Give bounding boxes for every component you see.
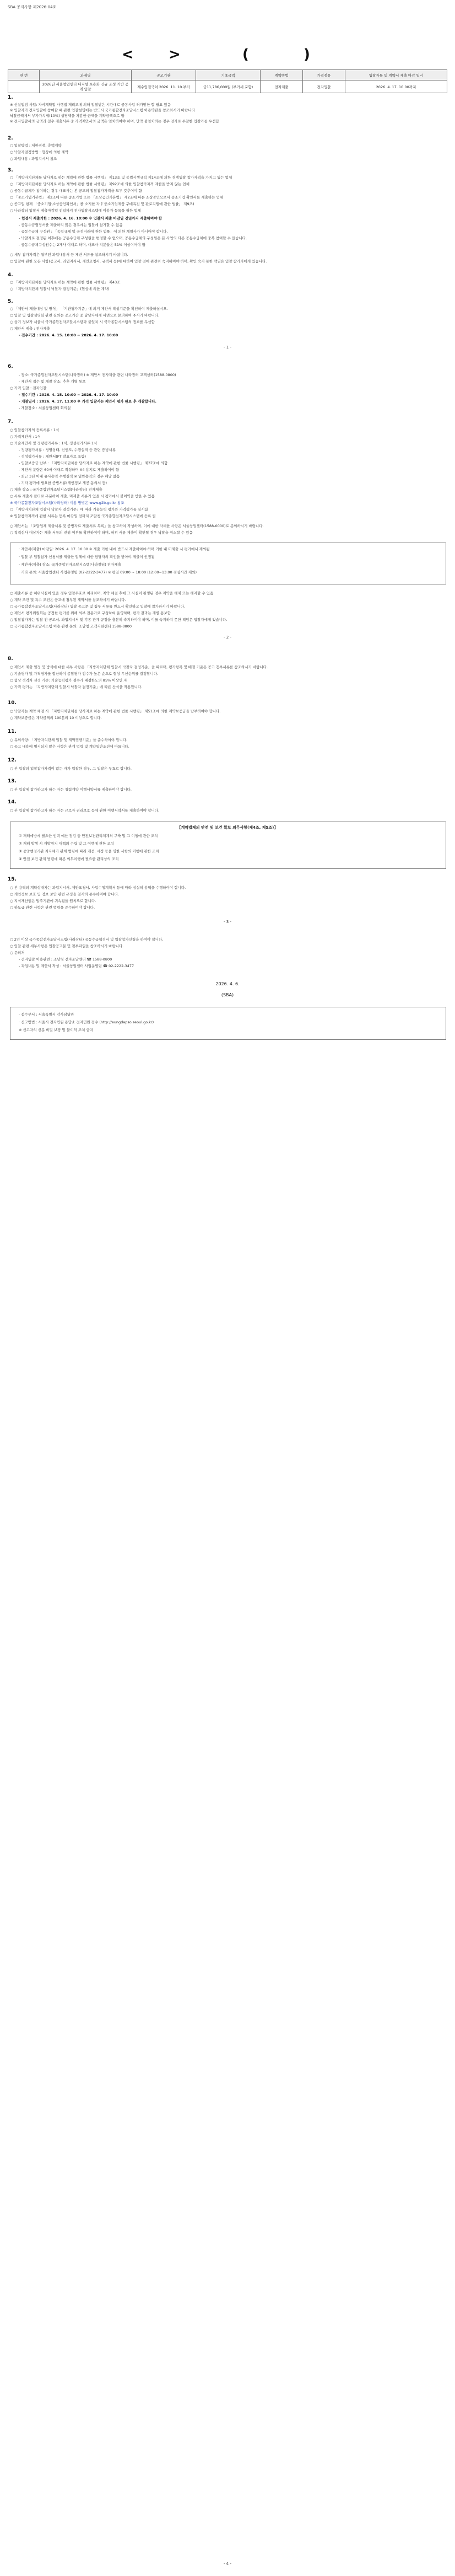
title-paren-open: ( bbox=[242, 46, 249, 63]
section-heading: 12. bbox=[8, 758, 17, 763]
body-line: ○ 지식재산권은 발주기관에 귀속됨을 원칙으로 합니다. bbox=[10, 899, 96, 903]
box-line: · 접수부서 : 서울특별시 감사담당관 bbox=[19, 1012, 74, 1017]
body-line: - 과업내용 및 제안서 작성 : 서울창업센터 사업운영팀 ☎ 02-2222-3477 bbox=[19, 964, 134, 968]
body-line: ○ 공고 내용에 명시되지 않은 사항은 관계 법령 및 계약일반조건에 따릅니다. bbox=[10, 744, 129, 749]
body-line: ○ 유의사항: 「지방자치단체 입찰 및 계약집행기준」을 준수하여야 합니다. bbox=[10, 738, 128, 742]
body-line: ○ 과업내용 : 과업지시서 참조 bbox=[10, 157, 57, 161]
box-line: ① 재해예방에 필요한 인력 예산 점검 등 안전보건관리체계의 구축 및 그 이행에 관한 조치 bbox=[19, 834, 158, 838]
body-line: ○ 낙찰자는 계약 체결 시 「지방자치단체를 당사자로 하는 계약에 관한 법률 시행령」 제51조에 의한 계약보증금을 납부하여야 합니다. bbox=[10, 709, 221, 713]
section-heading: 14. bbox=[8, 799, 17, 805]
body-line: ※ 전자입찰서의 금액과 첨수 제출서류 중 가격제안서의 금액은 일치하여야 하며, 만약 불일치하는 경우 전자로 투찰한 입찰가를 우선함 bbox=[10, 119, 219, 124]
body-line: - 최근 3년 이내 유사용역 수행실적 ※ 일반용역의 경우 해당 없음 bbox=[19, 474, 120, 479]
body-line: ○ 「지방자치단체 입찰시 낙찰자 결정기준」에 따라 기술능력 평가와 가격평가를 실시함 bbox=[10, 507, 148, 512]
table-cell: 2026. 4. 17. 10:00까지 bbox=[345, 80, 447, 93]
body-line: ○ 제안서는 「조달업체 제출서류 및 증빙자료 제출서류 목록」을 참고하여 작성하며, 이에 대한 자세한 사항은 서울창업센터(1588-0000)로 문의하시기 바랍니다. bbox=[10, 524, 264, 528]
body-line: ○ 본 용역의 계약상대자는 과업지시서, 제안요청서, 사업수행계획서 등에 따라 성실히 용역을 수행하여야 합니다. bbox=[10, 886, 186, 890]
table-cell: 2026년 서울창업센터 디지털 포용화 신규 조성 기반 공개 입찰 bbox=[40, 80, 132, 93]
box-line: · 기타 문의: 서울창업센터 사업운영팀 (02-2222-3477) ※ 평일 09:00 ~ 18:00 (12:00~13:00 점심시간 제외) bbox=[19, 570, 197, 575]
section-heading: 6. bbox=[8, 364, 13, 369]
body-line: ○ 입찰 및 입찰설명회 관련 질의는 공고기간 중 담당자에게 서면으로 문의하여 주시기 바랍니다. bbox=[10, 313, 160, 318]
table-cell: 전자입찰 bbox=[303, 80, 345, 93]
section-heading: 4. bbox=[8, 272, 13, 278]
table-cell: 전자계출 bbox=[261, 80, 303, 93]
body-line: ※ 입찰참가자격에 관한 서류는 등록 마감일 전까지 조달청 국가종합전자조달시스템에 등록 필 bbox=[10, 514, 156, 518]
body-line: ○ 공동수급체가 참여하는 경우 대표사는 본 공고의 입찰참가자격을 모두 갖추어야 함 bbox=[10, 189, 142, 193]
body-line: - 공동수급체구성원수는 2개사 이내로 하며, 대표사 지분율은 51% 이상이어야 함 bbox=[19, 243, 145, 247]
body-line: - 제안서 분량은 60매 이내로 작성하며 A4 용지로 제출하여야 함 bbox=[19, 468, 120, 472]
body-line: ○ 기술평가 및 가격평가를 합산하여 종합평가 점수가 높은 순으로 협상 우선순위를 결정합니다. bbox=[10, 672, 159, 676]
title-paren-close: ) bbox=[304, 46, 310, 63]
body-line: ○ 가격제안서 : 1식 bbox=[10, 434, 41, 439]
body-line: - 기타 평가에 필요한 증빙서류(개인정보 제공 동의서 등) bbox=[19, 481, 107, 485]
body-line: ○ 2인 이상 국가종합전자조달시스템(나라장터) 공동수급협정서 및 입찰참가신청을 하여야 합니다. bbox=[10, 937, 164, 942]
body-line: ○ 입찰에 관한 모든 사항(공고서, 과업지시서, 제안요청서, 규격서 등)에 대하여 입찰 전에 완전히 숙지하여야 하며, 확인 숙지 못한 책임은 입찰 참가자에게 있습니다. bbox=[10, 259, 267, 264]
box-line: ③ 중앙행정기관 지자체가 관계 법령에 따라 개선, 시정 등을 명한 사항의 이행에 관한 조치 bbox=[19, 849, 159, 854]
table-row bbox=[8, 80, 447, 93]
section-heading: 15. bbox=[8, 877, 17, 882]
box-line: · 제안서(제출) 마감일: 2026. 4. 17. 10:00 ※ 제출 기한 내에 반드시 제출하여야 하며 기한 내 미제출 시 평가에서 제외됨 bbox=[19, 547, 210, 551]
table-header-cell: 기초금액 bbox=[196, 70, 261, 80]
body-line: ○ 제출서류 중 허위사실이 있을 경우 입찰무효로 처리하며, 계약 체결 후에 그 사실이 판명된 경우 계약을 해제 또는 해지할 수 있음 bbox=[10, 591, 214, 595]
body-line: ※ 입찰자가 전자입찰에 참여할 때 관련 입찰설명에는 반드시 국가종합전자조달시스템 이용약관을 참조하시기 바랍니다 bbox=[10, 108, 195, 112]
body-line: ○ 계약보증금은 계약금액의 100분의 10 이상으로 합니다. bbox=[10, 716, 102, 720]
body-line: - 정량평가서류 : 경영상태, 신인도, 수행실적 등 관련 증빙서류 bbox=[19, 448, 116, 452]
section-heading: 1. bbox=[8, 95, 13, 100]
box-line: · 신고방법 : 서울시 전자민원 응답소 전자민원 접수 (http://eungdapso.seoul.go.kr) bbox=[19, 1020, 154, 1024]
body-line: ○ 문의처 bbox=[10, 951, 25, 955]
section-heading: 5. bbox=[8, 299, 13, 304]
notice-id: SBA 공지사항 제2026-04호 bbox=[8, 5, 57, 9]
body-line: ○ 제안서 제출 일정 및 방식에 대한 세부 사항은 「지방자치단체 입찰시 낙찰자 결정기준」을 따르며, 평가항목 및 배점 기준은 공고 첨부서류를 참조하시기 바랍니다. bbox=[10, 665, 268, 669]
body-line: ○ 상기 정보가 서울시 국가종합전자조달시스템과 불일치 시 국가종합시스템의 정보를 우선함 bbox=[10, 320, 155, 324]
body-line: ○ 제출 장소 : 국가종합전자조달시스템(나라장터) 전자제출 bbox=[10, 487, 102, 492]
body-line: - 입찰보증금 납부 : 「지방자치단체를 당사자로 하는 계약에 관한 법률 시행령」 제37조에 의함 bbox=[19, 461, 168, 465]
body-line: ○ 개인정보 보호 및 정보 보안 관련 규정을 철저히 준수하여야 합니다. bbox=[10, 892, 119, 897]
page-number: - 3 - bbox=[224, 920, 231, 924]
body-line: - 개찰일시 : 2026. 4. 17. 11:00 ※ 가격 입찰서는 제안서 평가 완료 후 개찰합니다. bbox=[19, 399, 156, 404]
body-line: ○ 공고일 현재 「중소기업·소상공인확인서」를 소지한 자 (「중소기업제품 구매촉진 및 판로지원에 관한 법률」 제9조) bbox=[10, 202, 194, 206]
body-line: ○ 계약 조건 및 특수 조건은 공고에 첨부된 계약서를 참조하시기 바랍니다. bbox=[10, 598, 126, 602]
body-line: ○ 「지방자치단체 입찰시 낙찰자 결정기준」(협상에 의한 계약) bbox=[10, 287, 110, 291]
body-line: ○ 서류 제출시 폴더로 구분하여 제출, 미제출 서류가 있을 시 평가에서 불이익을 받을 수 있음 bbox=[10, 494, 155, 498]
table-cell bbox=[8, 80, 40, 93]
body-line: - 접수기간 : 2026. 4. 15. 10:00 ~ 2026. 4. 17. 10:00 bbox=[19, 333, 118, 337]
body-line: ○ 제안서 제출 : 전자제출 bbox=[10, 326, 50, 331]
body-line: - 낙찰자로 결정된 이후에는 공동수급체 구성원을 변경할 수 없으며, 공동수급체의 구성원은 본 사업의 다른 공동수급체에 중복 참여할 수 없습니다. bbox=[19, 236, 247, 240]
body-line: ※ 신설입점 사업: 자비계약업 사행법 제리조에 의해 입찰받은 시간대로 공동사업 허가받한 할 필요 있음 bbox=[10, 103, 171, 107]
body-line: 낙찰금액에서 부가가치세(10%) 상당액을 차감한 금액을 계약금액으로 함 bbox=[10, 114, 124, 118]
page-number: - 1 - bbox=[224, 345, 231, 350]
body-line: - 장소: 국가종합전자조달시스템(나라장터) ※ 제안서 전자제출 관련 나라장터 고객센터(1588-0800) bbox=[19, 373, 176, 377]
title-bracket-close: > bbox=[169, 46, 181, 63]
body-line: ○ 제안서 평가위원회는 공정한 평가를 위해 외부 전문가로 구성하여 운영하며, 평가 결과는 개별 통보함 bbox=[10, 611, 171, 615]
body-line: ○ 「중소기업기본법」 제2조에 따른 중소기업 또는 「소상공인기본법」 제2조에 따른 소상공인으로서 중소기업 확인서를 제출하는 업체 bbox=[10, 195, 224, 200]
body-line: ○ 가격 평가는 「지방자치단체 입찰시 낙찰자 결정기준」에 따른 산식을 적용합니다. bbox=[10, 685, 143, 689]
body-line: ○ 「지방자치단체를 당사자로 하는 계약에 관한 법률 시행령」 제13조 및 동법시행규칙 제14조에 의한 경쟁입찰 참가자격을 가지고 있는 업체 bbox=[10, 175, 232, 180]
body-line: - 제안서 접수 및 개찰 장소: 추후 개별 통보 bbox=[19, 379, 86, 384]
body-line: - 협정서 제출기한 : 2026. 4. 16. 18:00 ※ 입찰서 제출 마감일 전일까지 제출하여야 함 bbox=[19, 216, 162, 221]
table-header-cell: 입찰자를 및 계약서 제출 마감 일시 bbox=[345, 70, 447, 80]
table-header-cell: 과제명 bbox=[40, 70, 132, 80]
body-line: ○ 국가종합전자조달시스템(나라장터) 입찰 공고문 및 첨부 서류를 반드시 확인하고 입찰에 참가하시기 바랍니다. bbox=[10, 604, 186, 609]
body-line: - 개찰장소 : 서울창업센터 회의실 bbox=[19, 406, 71, 410]
body-line: ○ 하도급 관련 사항은 관련 법령을 준수하여야 합니다. bbox=[10, 905, 95, 910]
body-line: ○ 「지방자치단체를 당사자로 하는 계약에 관한 법률 시행령」 제92조에 의한 입찰참가자격 제한을 받지 않는 업체 bbox=[10, 182, 189, 186]
section-heading: 13. bbox=[8, 779, 17, 784]
body-line: ○ 본 입찰의 입찰참가자격이 없는 자가 입찰한 경우, 그 입찰은 무효로 합니다. bbox=[10, 766, 132, 771]
section-heading: 10. bbox=[8, 700, 17, 706]
issuing-org: (SBA) bbox=[221, 992, 234, 997]
table-header-cell: 가격점유 bbox=[303, 70, 345, 80]
table-cell: 금11,786,000원 (부가세 포함) bbox=[196, 80, 261, 93]
section-heading: 11. bbox=[8, 729, 17, 734]
section-heading: 8. bbox=[8, 656, 13, 662]
document-title bbox=[0, 46, 455, 63]
box-line: · 제안서(제출) 장소: 국가종합전자조달시스템(나라장터) 전자제출 bbox=[19, 562, 121, 567]
page-number: - 4 - bbox=[224, 2562, 231, 2566]
safety-box-title: 【계약법제의 안전 및 보건 확보 의무사항(제4조, 제5조)】 bbox=[177, 825, 278, 830]
body-line: ○ 나라장터 입찰서 제출마감일 전일까지 전자입찰시스템에 이용자 등록을 필한 업체 bbox=[10, 208, 141, 213]
body-line: - 공동수급체 구성원 : 「독립규제 및 공정거래에 관한 법률」에 의한 계열사가 아니어야 합니다. bbox=[19, 229, 168, 234]
body-line: ○ 입찰참가자는 입찰 전 공고서, 과업지시서 및 각종 관계 규정을 충분히 숙지하여야 하며, 이를 숙지하지 못한 책임은 입찰자에게 있습니다. bbox=[10, 618, 228, 622]
body-line: ○ 낙찰자결정방법 : 협상에 의한 계약 bbox=[10, 150, 69, 154]
body-line: - 정성평가서류 : 제안서(PT 발표자료 포함) bbox=[19, 454, 86, 459]
table-cell: 재수입결국처 2026. 11. 10.부터 bbox=[132, 80, 196, 93]
body-line: ○ 세부 참가자격은 첨부된 과업내용서 등 제반 서류를 참조하시기 바랍니다. bbox=[10, 253, 128, 257]
body-line: - 접수기간 : 2026. 4. 15. 10:00 ~ 2026. 4. 17. 10:00 bbox=[19, 393, 118, 397]
body-line: ○ 입찰방법 : 제한경쟁, 총액계약 bbox=[10, 143, 62, 148]
body-line: ○ 입찰참가자의 등록서류 : 1식 bbox=[10, 428, 59, 432]
body-line: ○ 가격 입찰 : 전자입찰 bbox=[10, 386, 47, 390]
body-line: ○ 입찰 관련 세부사항은 입찰공고문 및 첨부파일을 참조하시기 바랍니다. bbox=[10, 944, 124, 948]
body-line: ※ 국가종합전자조달시스템(나라장터) 이용 방법은 www.g2b.go.kr 참조 bbox=[10, 501, 124, 505]
body-line: ○ 기술제안서 및 정량평가서류 : 1식, 정성평가서류 1식 bbox=[10, 441, 98, 446]
title-bracket-open: < bbox=[122, 46, 134, 63]
body-line: ○ 본 입찰에 참가하고자 하는 자는 근로자 권리보호 등에 관한 이행서약서를 제출하여야 합니다. bbox=[10, 808, 160, 813]
table-header-cell: 공고기관 bbox=[132, 70, 196, 80]
body-line: ○ 국가종합전자조달시스템 이용 관련 문의: 조달청 고객지원센터 1588-0800 bbox=[10, 624, 132, 629]
notice-date: 2026. 4. 6. bbox=[215, 981, 240, 986]
body-line: ○ 협상 적격자 선정 기준: 기술능력평가 점수가 배점한도의 85% 이상인 자 bbox=[10, 678, 127, 683]
box-line: ※ 신고자의 신분 비밀 보장 및 불이익 조치 금지 bbox=[19, 1028, 93, 1032]
box-line: ④ 안전 보건 관계 법령에 따른 의무이행에 필요한 관리상의 조치 bbox=[19, 857, 119, 861]
body-line: ○ 본 입찰에 참가하고자 하는 자는 청렴계약 이행서약서를 제출하여야 합니다. bbox=[10, 787, 132, 792]
body-line: - 전자입찰 이용관련 : 조달청 전자조달센터 ☎ 1588-0800 bbox=[19, 957, 112, 962]
table-header-row bbox=[8, 70, 447, 80]
body-line: ○ 적격심사 대상자는 제출 서류의 진위 여부를 확인하여야 하며, 허위 서류 제출이 확인될 경우 낙찰을 취소할 수 있음 bbox=[10, 530, 193, 535]
table-header-cell: 계약방법 bbox=[261, 70, 303, 80]
body-line: - 공동수급협정서를 제출하지 않은 경우에는 입찰에 참가할 수 없음 bbox=[19, 223, 123, 227]
table-header-cell: 연 번 bbox=[8, 70, 40, 80]
section-heading: 3. bbox=[8, 168, 13, 173]
section-heading: 2. bbox=[8, 136, 13, 141]
body-line: ○ 「지방자치단체를 당사자로 하는 계약에 관한 법률 시행령」 제43조 bbox=[10, 280, 121, 285]
section-heading: 7. bbox=[8, 419, 13, 425]
bid-summary-table bbox=[8, 69, 447, 93]
box-line: · 입찰 부 입찰참가 신청서를 제출한 업체에 대한 담당자의 확인을 받아야 제출이 인정됨 bbox=[19, 555, 155, 559]
box-line: ② 재해 발생 시 재발방지 대책의 수립 및 그 이행에 관한 조치 bbox=[19, 841, 114, 846]
body-line: ○ 「제안서 제출대상 및 방식」 「기관평가기준」에 의거 제안서 작성기준을 확인하여 제출하십시오. bbox=[10, 307, 168, 311]
page-number: - 2 - bbox=[224, 635, 231, 640]
